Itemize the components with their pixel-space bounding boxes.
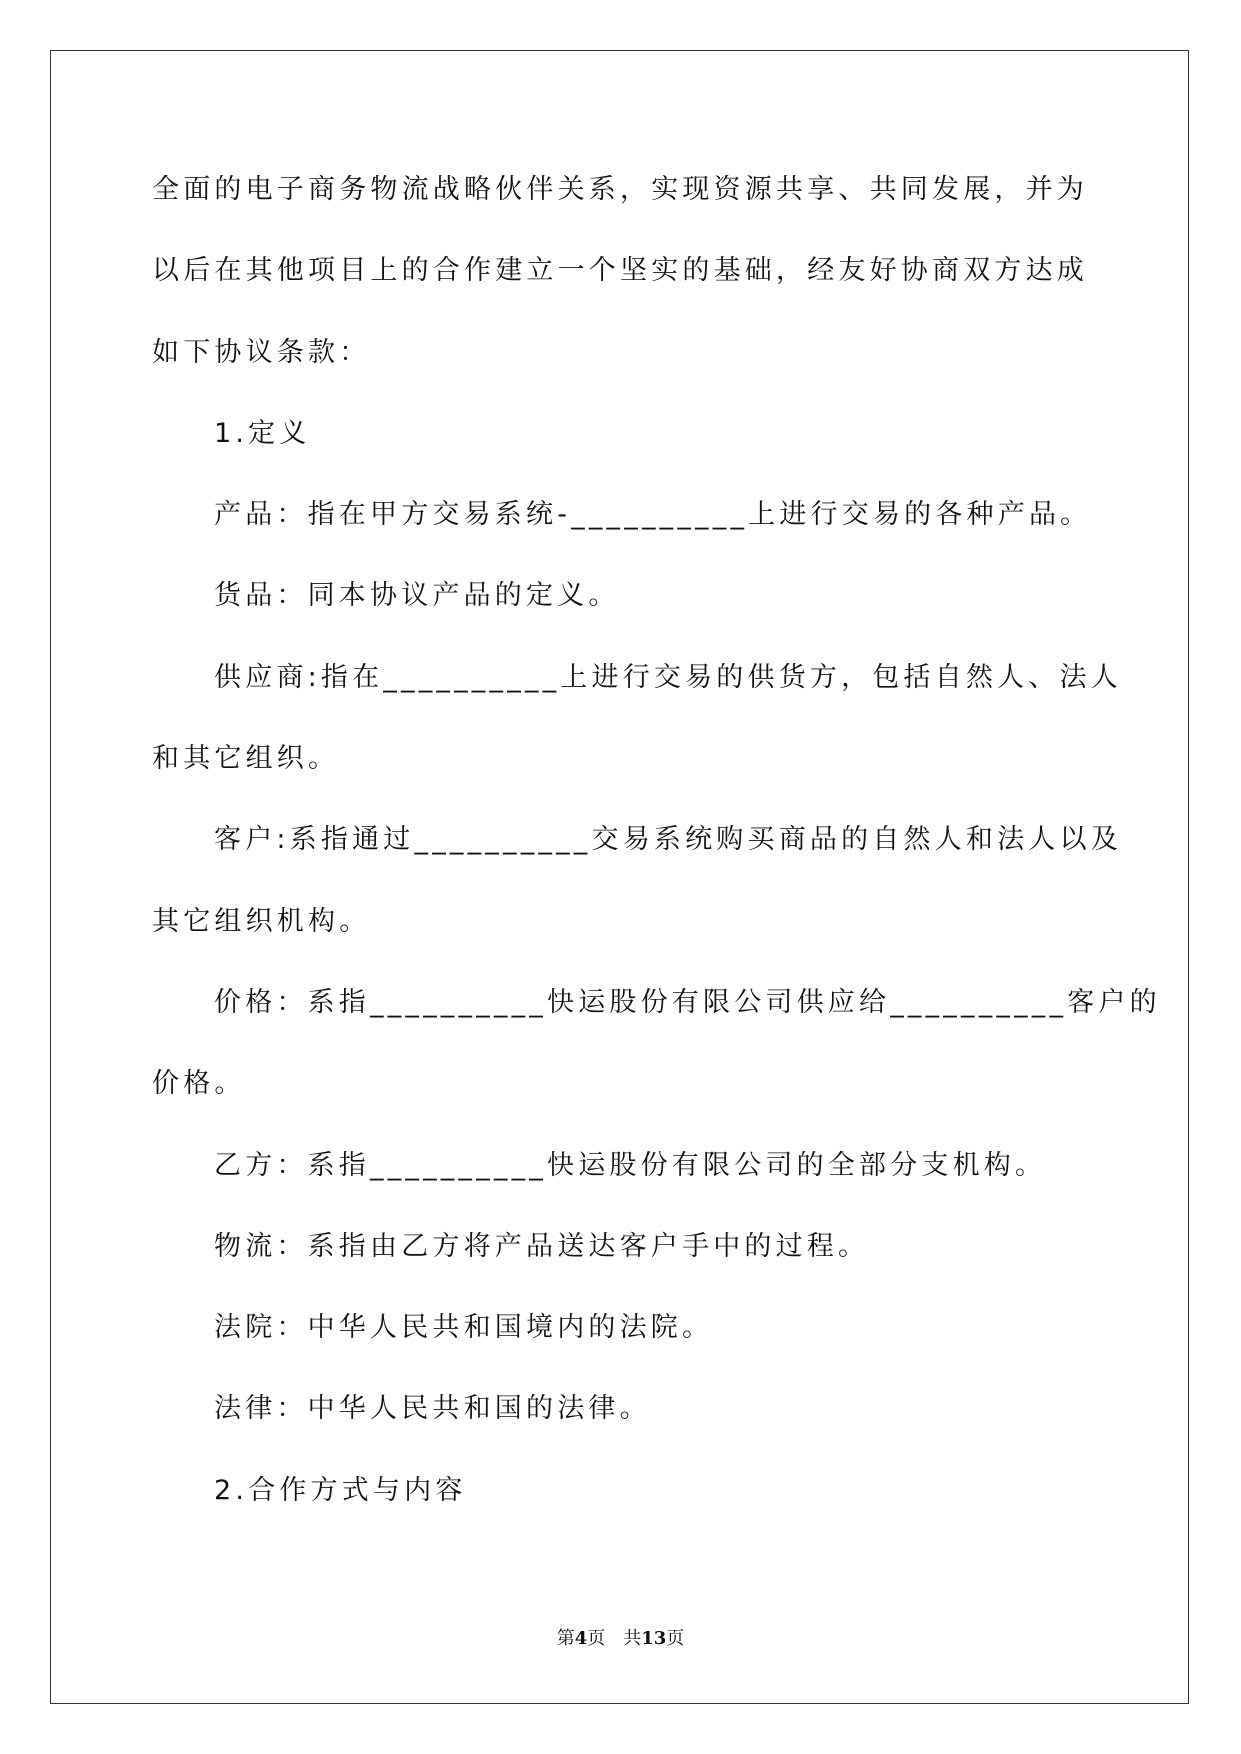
- text-line: 货品：同本协议产品的定义。: [214, 580, 620, 612]
- footer-prefix: 第: [556, 1628, 575, 1649]
- page-footer: [0, 1624, 1241, 1650]
- current-page: 4: [574, 1628, 588, 1649]
- text-line: 全面的电子商务物流战略伙伴关系，实现资源共享、共同发展，并为: [152, 174, 1088, 205]
- text-line: 2.合作方式与内容: [214, 1474, 467, 1506]
- text-line: 其它组织机构。: [152, 905, 371, 937]
- text-line: 和其它组织。: [152, 743, 340, 775]
- footer-suffix: 页: [666, 1628, 685, 1649]
- text-line: 以后在其他项目上的合作建立一个坚实的基础，经友好协商双方达成: [152, 255, 1088, 287]
- text-line: 产品：指在甲方交易系统-__________上进行交易的各种产品。: [214, 499, 1092, 531]
- text-line: 1.定义: [214, 417, 311, 449]
- text-line: 如下协议条款：: [152, 336, 371, 368]
- text-line: 乙方：系指__________快运股份有限公司的全部分支机构。: [214, 1149, 1047, 1181]
- total-pages: 13: [641, 1628, 667, 1649]
- document-body: [152, 168, 1161, 1550]
- footer-mid: 页 共: [587, 1628, 642, 1649]
- text-line: 客户:系指通过__________交易系统购买商品的自然人和法人以及: [214, 824, 1122, 856]
- text-line: 价格。: [152, 1068, 246, 1100]
- text-line: 物流：系指由乙方将产品送达客户手中的过程。: [214, 1230, 870, 1262]
- text-line: 价格：系指__________快运股份有限公司供应给__________客户的: [214, 986, 1161, 1018]
- text-line: 法律：中华人民共和国的法律。: [214, 1393, 651, 1425]
- text-line: 法院：中华人民共和国境内的法院。: [214, 1312, 714, 1344]
- text-line: 供应商:指在__________上进行交易的供货方，包括自然人、法人: [214, 661, 1122, 693]
